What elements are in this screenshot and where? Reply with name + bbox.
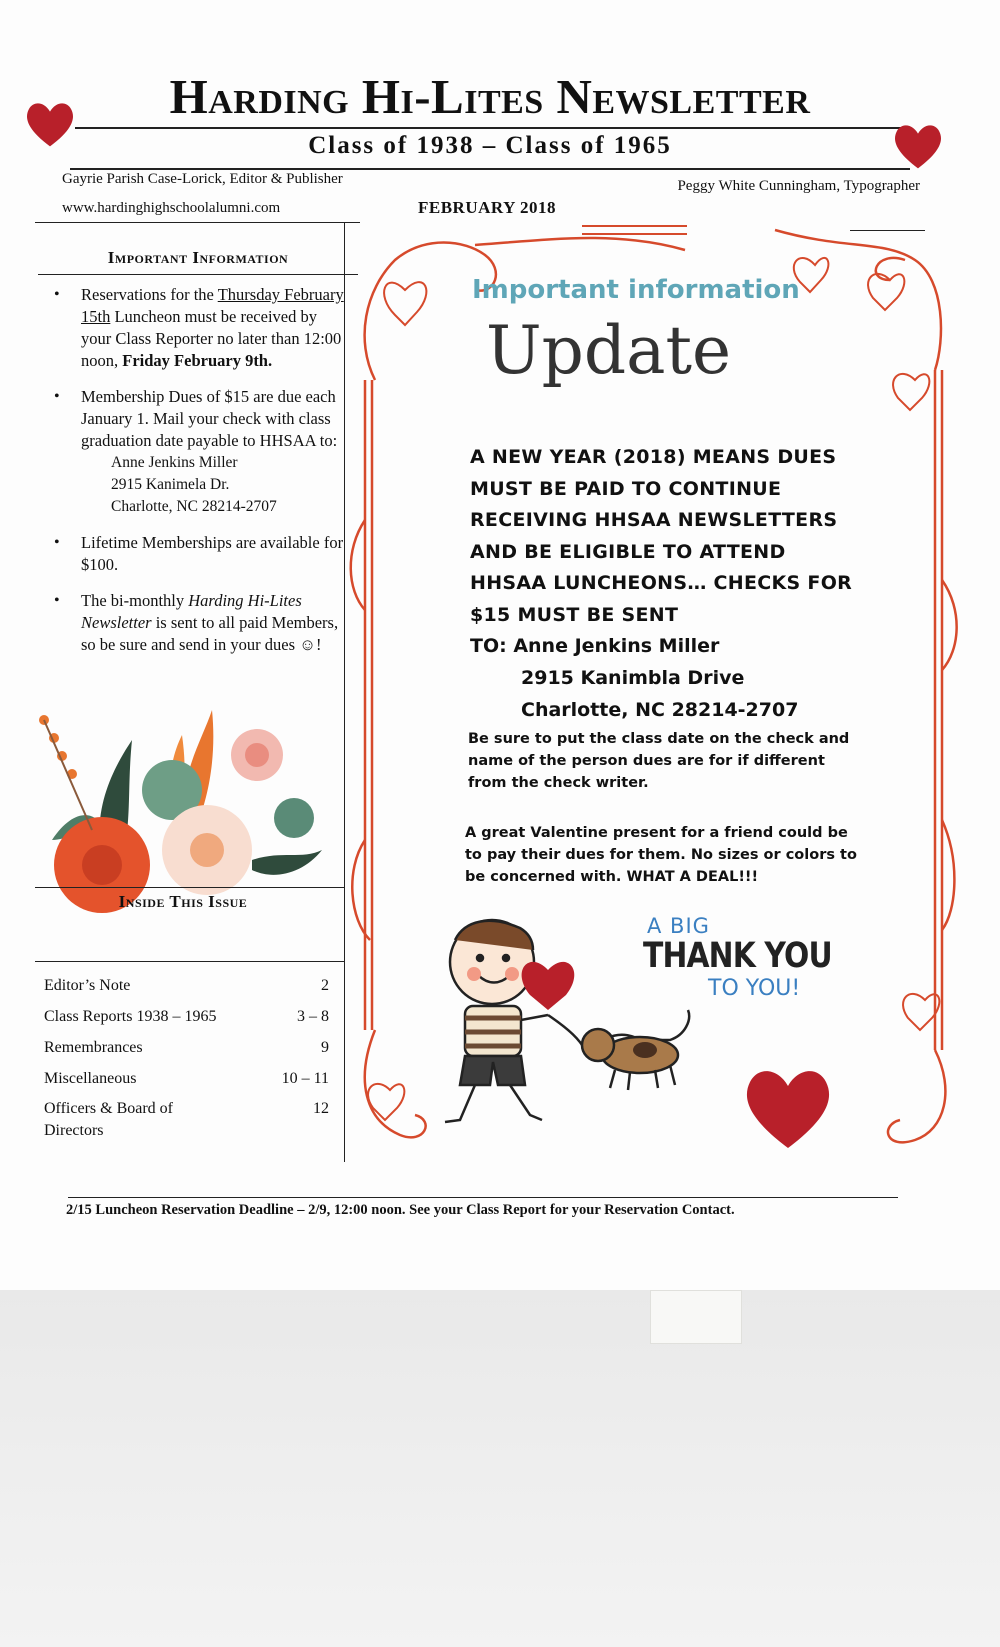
toc-row[interactable] bbox=[44, 970, 329, 1001]
newsletter-title: Harding Hi-Lites Newsletter bbox=[169, 69, 811, 124]
typographer-credit: Peggy White Cunningham, Typographer bbox=[677, 178, 920, 194]
reservation-deadline: Friday February 9th bbox=[122, 351, 268, 370]
toc-row[interactable] bbox=[44, 1032, 329, 1063]
heart-icon bbox=[22, 96, 78, 152]
inside-issue-heading: Inside This Issue bbox=[118, 892, 248, 911]
lifetime-text: Lifetime Memberships are available for $100. bbox=[81, 533, 344, 574]
toc-label: Remembrances bbox=[44, 1039, 143, 1056]
toc-label: Miscellaneous bbox=[44, 1070, 137, 1087]
divider bbox=[70, 168, 910, 170]
tape-strip bbox=[650, 1290, 742, 1344]
toc-page: 9 bbox=[321, 1039, 329, 1056]
newsletter-text: The bi-monthly bbox=[81, 591, 189, 610]
toc-label: Editor’s Note bbox=[44, 977, 131, 994]
newsletter-text: is sent to all paid Members, so be sure and send in your dues ☺! bbox=[81, 613, 339, 654]
reservation-text: Luncheon must be received by your Class Reporter no later than 12:00 noon, bbox=[81, 307, 342, 370]
flyer-note-check: Be sure to put the class date on the check and name of the person dues are for if different from the check writer. bbox=[468, 731, 850, 791]
toc-label: Officers & Board of Directors bbox=[44, 1100, 173, 1139]
address-name: TO: Anne Jenkins Miller bbox=[470, 635, 720, 657]
dues-text: Membership Dues of $15 are due each January 1. Mail your check with class graduation date payable to HHSAA to: bbox=[81, 387, 338, 450]
reservation-text: Reservations for the bbox=[81, 285, 218, 304]
address-street: 2915 Kanimbla Drive bbox=[521, 667, 745, 689]
class-years: Class of 1938 – Class of 1965 bbox=[308, 132, 672, 159]
flyer-address bbox=[470, 630, 798, 726]
divider bbox=[35, 961, 345, 962]
list-item bbox=[48, 532, 348, 576]
address-name: Anne Jenkins Miller bbox=[111, 454, 238, 471]
divider bbox=[38, 274, 358, 275]
list-item bbox=[48, 590, 348, 656]
address-street: 2915 Kanimela Dr. bbox=[111, 476, 230, 493]
issue-date: FEBRUARY 2018 bbox=[418, 198, 556, 217]
toc-page: 2 bbox=[321, 977, 329, 994]
boy-with-dog-illustration bbox=[430, 910, 730, 1140]
list-item bbox=[48, 386, 348, 518]
address-city: Charlotte, NC 28214-2707 bbox=[111, 498, 277, 515]
heart-icon bbox=[738, 1058, 838, 1154]
toc-row[interactable] bbox=[44, 1001, 329, 1032]
website-link[interactable]: www.hardinghighschoolalumni.com bbox=[62, 200, 281, 216]
toc-page: 12 bbox=[313, 1100, 329, 1117]
divider bbox=[68, 1197, 898, 1198]
newsletter-name: Harding Hi-Lites Newsletter bbox=[81, 591, 302, 632]
heart-icon bbox=[890, 118, 946, 174]
editor-credit: Gayrie Parish Case-Lorick, Editor & Publisher bbox=[62, 171, 343, 187]
important-info-heading: Important Information bbox=[107, 248, 289, 267]
flyer-title: Update bbox=[486, 312, 732, 389]
mailing-address bbox=[81, 452, 348, 518]
footer-deadline: 2/15 Luncheon Reservation Deadline – 2/9, 12:00 noon. See your Class Report for your Reservation Contact. bbox=[66, 1202, 735, 1218]
toc-page: 3 – 8 bbox=[297, 1008, 329, 1025]
address-city: Charlotte, NC 28214-2707 bbox=[521, 699, 799, 721]
flyer-note-valentine: A great Valentine present for a friend could be to pay their dues for them. No sizes or colors to be concerned with. WHAT A DEAL!!! bbox=[465, 825, 857, 885]
toc-row[interactable] bbox=[44, 1094, 329, 1142]
flyer-main-text: A NEW YEAR (2018) MEANS DUES MUST BE PAID TO CONTINUE RECEIVING HHSAA NEWSLETTERS AND BE ELIGIBLE TO ATTEND HHSAA LUNCHEONS… CHECKS FOR $15 MUST BE SENT bbox=[470, 446, 853, 626]
thank-you-bottom: TO YOU! bbox=[708, 976, 801, 1001]
divider bbox=[35, 887, 345, 888]
reservation-date: Thursday February 15th bbox=[81, 285, 344, 326]
toc-label: Class Reports 1938 – 1965 bbox=[44, 1008, 217, 1025]
toc-row[interactable] bbox=[44, 1063, 329, 1094]
divider bbox=[35, 222, 360, 223]
table-of-contents bbox=[44, 970, 329, 1142]
list-item bbox=[48, 284, 348, 372]
toc-page: 10 – 11 bbox=[281, 1070, 329, 1087]
flyer-heading: Important information bbox=[472, 275, 800, 305]
thank-you-top: A BIG bbox=[647, 914, 710, 938]
scan-background bbox=[0, 1290, 1000, 1647]
important-info-list bbox=[48, 284, 348, 670]
punctuation: . bbox=[268, 351, 273, 370]
thank-you-main: THANK YOU bbox=[643, 936, 832, 976]
divider bbox=[75, 127, 905, 129]
